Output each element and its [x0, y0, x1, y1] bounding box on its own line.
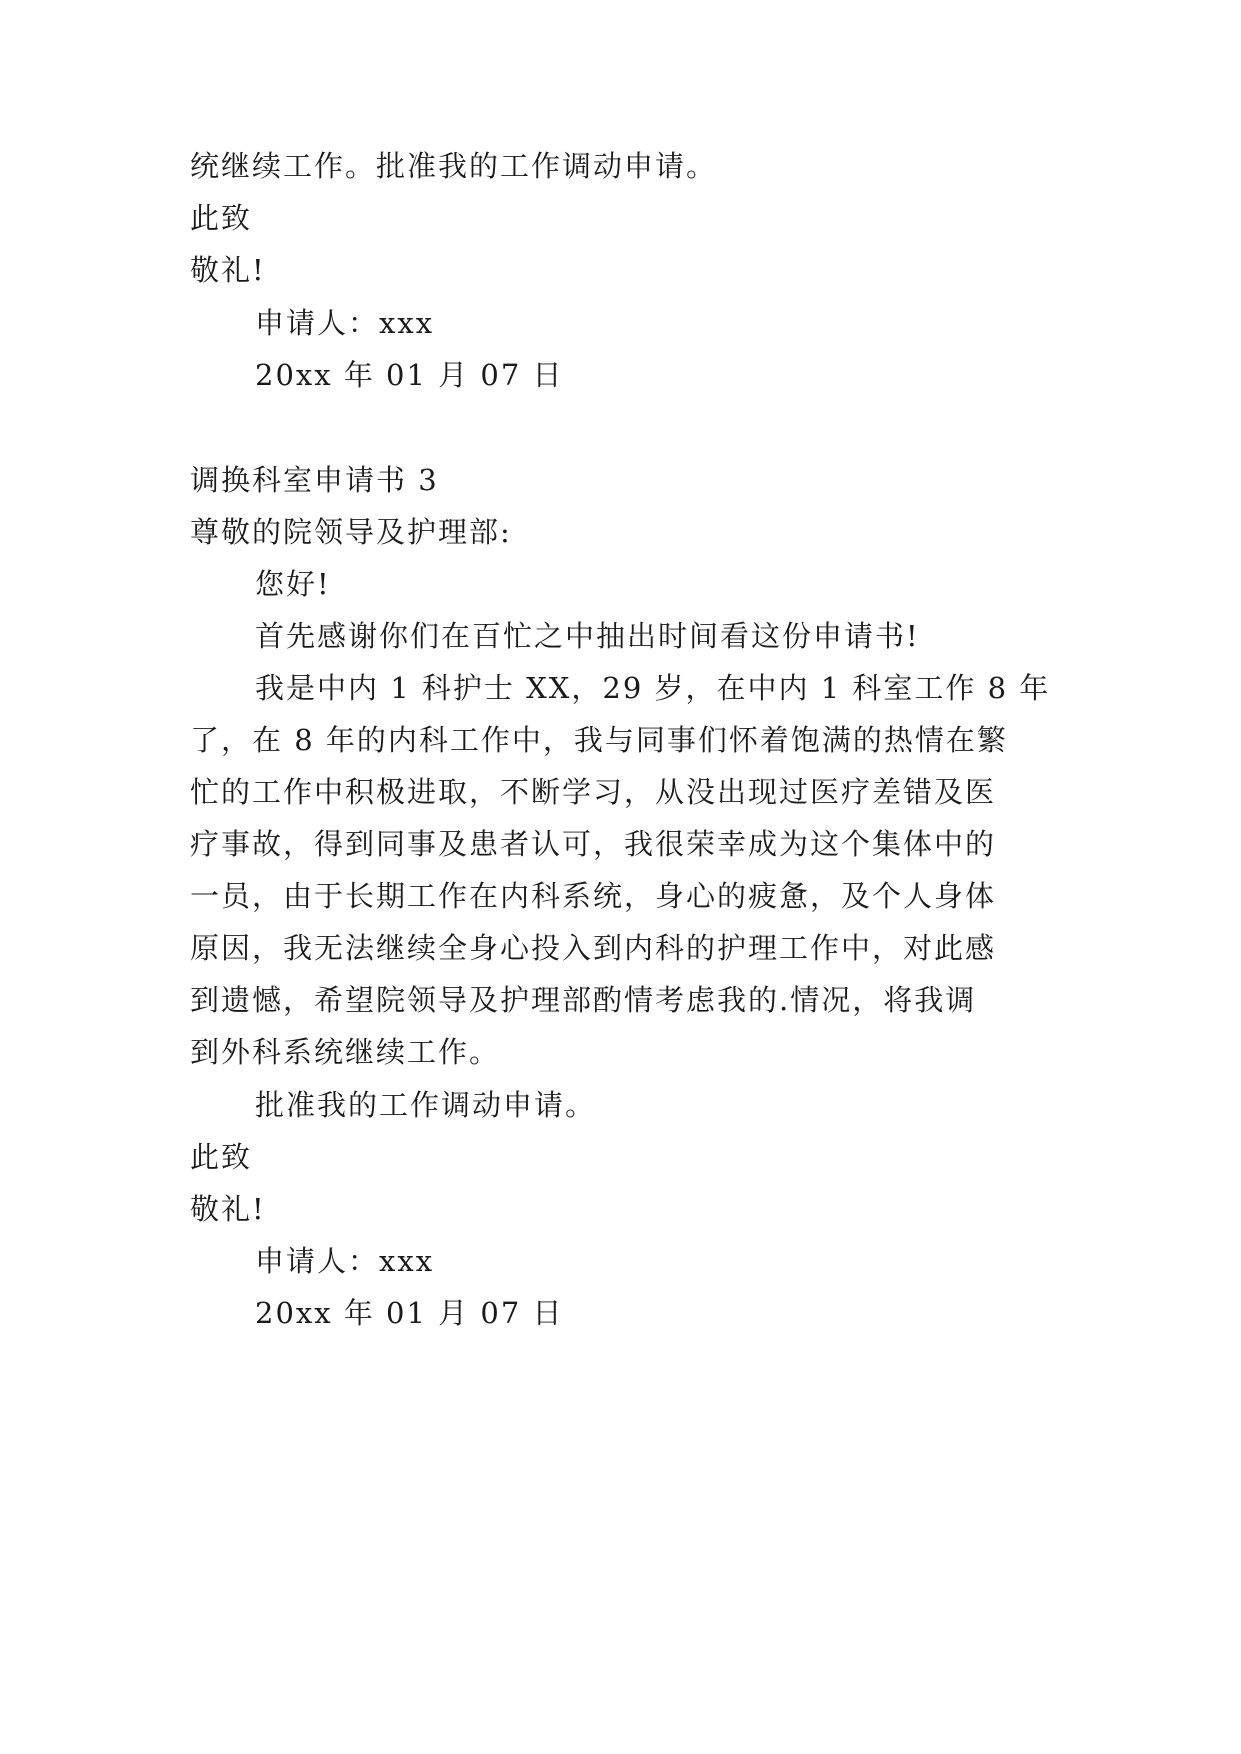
closing-line-2: 敬礼! [190, 1192, 266, 1226]
request-line: 批准我的工作调动申请。 [255, 1088, 597, 1122]
body-line: 一员，由于长期工作在内科系统，身心的疲惫，及个人身体 [190, 879, 997, 913]
body-line: 疗事故，得到同事及患者认可，我很荣幸成为这个集体中的 [190, 827, 997, 861]
continuation-text: 统继续工作。批准我的工作调动申请。 [190, 149, 718, 183]
body-line: 到遗憾，希望院领导及护理部酌情考虑我的.情况，将我调 [190, 983, 977, 1017]
closing-line-1: 此致 [190, 201, 253, 235]
body-line: 我是中内 1 科护士 XX，29 岁，在中内 1 科室工作 8 年 [255, 671, 1051, 705]
body-line: 原因，我无法继续全身心投入到内科的护理工作中，对此感 [190, 931, 997, 965]
body-line: 到外科系统继续工作。 [190, 1035, 501, 1069]
date-line: 20xx 年 01 月 07 日 [255, 358, 564, 392]
salutation: 尊敬的院领导及护理部: [190, 515, 512, 549]
applicant-line: 申请人：xxx [255, 306, 435, 340]
body-line: 了，在 8 年的内科工作中，我与同事们怀着饱满的热情在繁 [190, 723, 1008, 757]
closing-line-2: 敬礼! [190, 253, 266, 287]
greeting: 您好! [255, 567, 331, 601]
intro-paragraph: 首先感谢你们在百忙之中抽出时间看这份申请书! [255, 619, 920, 653]
section-title: 调换科室申请书 3 [190, 463, 439, 497]
closing-line-1: 此致 [190, 1140, 253, 1174]
body-line: 忙的工作中积极进取，不断学习，从没出现过医疗差错及医 [190, 775, 997, 809]
date-line: 20xx 年 01 月 07 日 [255, 1296, 564, 1330]
applicant-line: 申请人：xxx [255, 1244, 435, 1278]
